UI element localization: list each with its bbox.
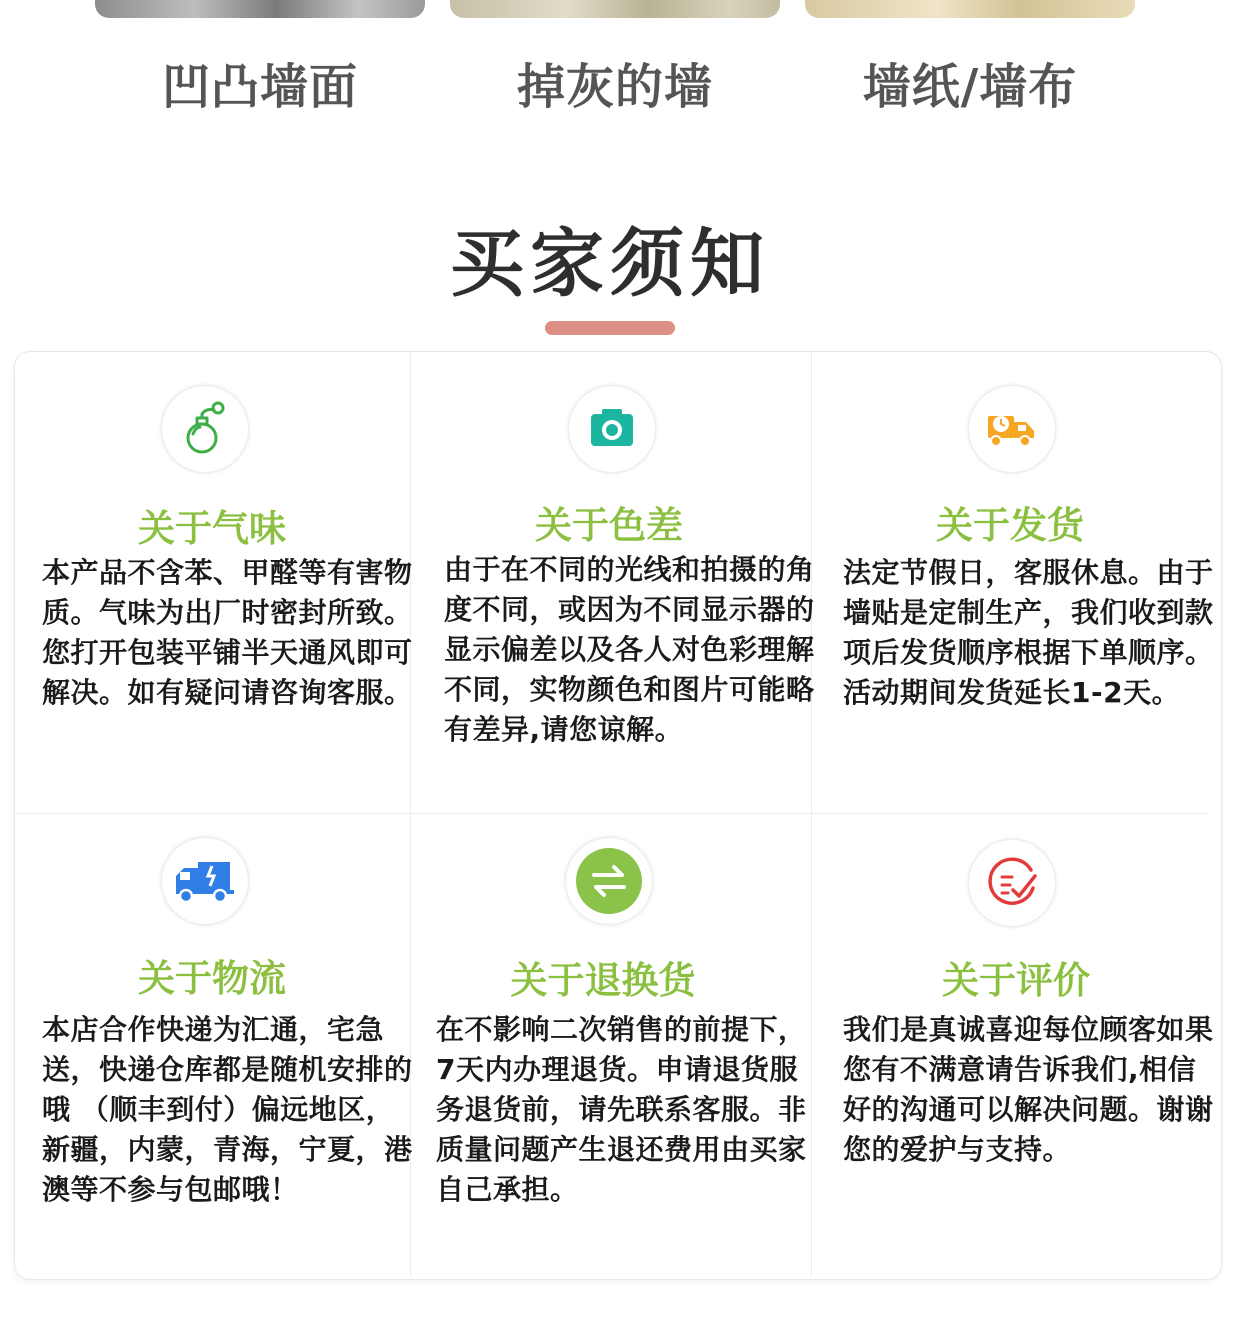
perfume-bottle-icon [162,386,248,472]
notice-text-returns: 在不影响二次销售的前提下，7天内办理退货。申请退货服务退货前，请先联系客服。非质量问题产生退还费用由买家自己承担。 [436,1013,807,1206]
grid-divider [811,352,812,1277]
camera-icon [569,386,655,472]
notice-title-returns: 关于退换货 [510,959,696,1002]
notice-title-shipping: 关于发货 [936,504,1084,547]
notice-title-smell: 关于气味 [138,507,286,550]
delivery-truck-clock-icon [969,386,1055,472]
notice-text-reviews: 我们是真诚喜迎每位顾客如果您有不满意请告诉我们,相信好的沟通可以解决问题。谢谢您的爱护与支持。 [843,1013,1214,1166]
wall-type-caption: 掉灰的墙 [516,59,713,115]
notice-title-color: 关于色差 [535,504,683,547]
notice-text-smell: 本产品不含苯、甲醛等有害物质。气味为出厂时密封所致。您打开包装平铺半天通风即可解决。如有疑问请咨询客服。 [42,556,413,709]
review-check-icon [969,840,1055,926]
wall-type-caption: 墙纸/墙布 [862,59,1078,115]
notice-text-logistics: 本店合作快递为汇通，宅急送，快递仓库都是随机安排的哦 （顺丰到付）偏远地区，新疆，内蒙，青海，宁夏，港澳等不参与包邮哦！ [42,1013,413,1206]
notice-title-logistics: 关于物流 [138,957,286,1000]
section-title: 买家须知 [450,221,770,307]
notice-text-color: 由于在不同的光线和拍摄的角度不同，或因为不同显示器的显示偏差以及各人对色彩理解不同，实物颜色和图片可能略有差异,请您谅解。 [444,553,815,746]
exchange-arrows-icon [566,838,652,924]
express-truck-icon [162,838,248,924]
wall-type-caption: 凹凸墙面 [161,59,358,115]
notice-text-shipping: 法定节假日，客服休息。由于墙贴是定制生产，我们收到款项后发货顺序根据下单顺序。活动期间发货延长1-2天。 [843,556,1214,709]
grid-divider [15,813,1207,814]
bumpy-wall-image [95,0,425,18]
notice-title-reviews: 关于评价 [942,959,1090,1002]
peeling-wall-image [450,0,780,18]
wallpaper-wall-image [805,0,1135,18]
title-underline [545,321,675,335]
